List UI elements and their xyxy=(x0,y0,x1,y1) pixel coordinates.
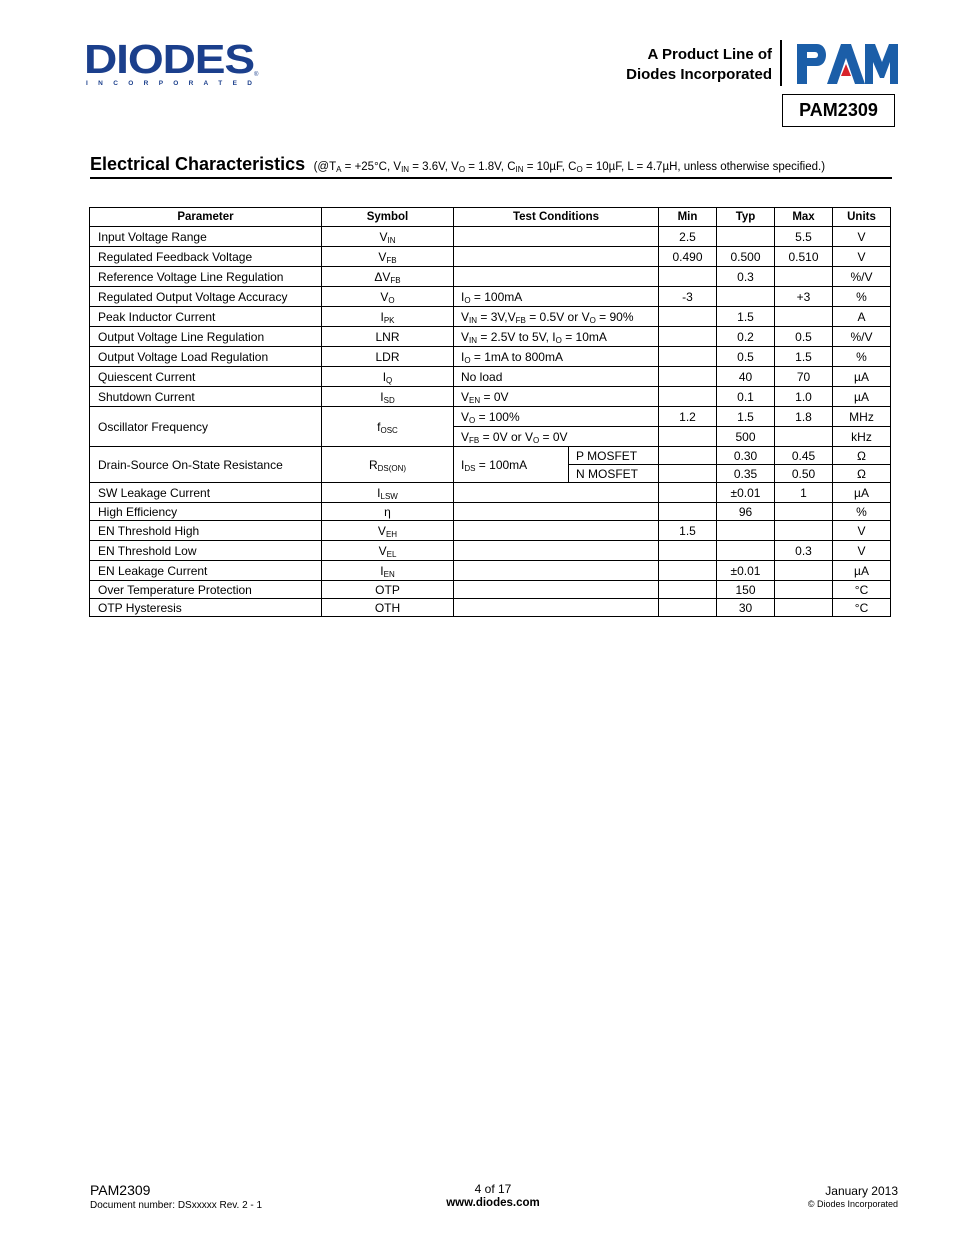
typ-cell: 150 xyxy=(717,581,775,599)
max-cell: +3 xyxy=(775,287,833,307)
parameter-cell: Reference Voltage Line Regulation xyxy=(90,267,322,287)
max-cell: 1.5 xyxy=(775,347,833,367)
parameter-cell: Oscillator Frequency xyxy=(90,407,322,447)
min-cell xyxy=(659,367,717,387)
table-row xyxy=(90,327,891,347)
condition-cell xyxy=(454,483,659,503)
table-row xyxy=(90,407,891,427)
parameter-cell: Shutdown Current xyxy=(90,387,322,407)
typ-cell xyxy=(717,287,775,307)
units-cell: °C xyxy=(833,581,891,599)
mosfet-cell: P MOSFET xyxy=(569,447,659,465)
parameter-cell: Regulated Output Voltage Accuracy xyxy=(90,287,322,307)
units-cell: MHz xyxy=(833,407,891,427)
condition-cell: No load xyxy=(454,367,659,387)
typ-cell: 0.1 xyxy=(717,387,775,407)
table-row xyxy=(90,267,891,287)
max-cell xyxy=(775,267,833,287)
condition-cell xyxy=(454,541,659,561)
min-cell xyxy=(659,541,717,561)
symbol-cell: $f_{OSC}$ xyxy=(322,407,454,447)
section-heading xyxy=(90,154,892,175)
condition-cell xyxy=(454,599,659,617)
max-cell xyxy=(775,307,833,327)
units-cell: %/V xyxy=(833,327,891,347)
max-cell: 1 xyxy=(775,483,833,503)
max-cell: 0.3 xyxy=(775,541,833,561)
parameter-cell: Input Voltage Range xyxy=(90,227,322,247)
footer-part-number: PAM2309 xyxy=(90,1182,151,1198)
symbol-cell: $I_Q$ xyxy=(322,367,454,387)
column-header: Test Conditions xyxy=(454,208,659,227)
parameter-cell: Output Voltage Load Regulation xyxy=(90,347,322,367)
typ-cell: 1.5 xyxy=(717,407,775,427)
pam-logo-text: PAM xyxy=(795,42,798,43)
typ-cell xyxy=(717,521,775,541)
max-cell: 1.0 xyxy=(775,387,833,407)
symbol-cell: $\Delta V_{FB}$ xyxy=(322,267,454,287)
min-cell xyxy=(659,465,717,483)
units-cell: µA xyxy=(833,561,891,581)
min-cell xyxy=(659,447,717,465)
symbol-cell: $I_{EN}$ xyxy=(322,561,454,581)
max-cell: 0.45 xyxy=(775,447,833,465)
min-cell: 2.5 xyxy=(659,227,717,247)
electrical-characteristics-table xyxy=(89,207,891,617)
parameter-cell: EN Leakage Current xyxy=(90,561,322,581)
table-row xyxy=(90,581,891,599)
max-cell: 0.50 xyxy=(775,465,833,483)
part-number-box: PAM2309 xyxy=(782,94,895,127)
table-row xyxy=(90,227,891,247)
max-cell: 5.5 xyxy=(775,227,833,247)
min-cell xyxy=(659,387,717,407)
title-rule xyxy=(90,177,892,179)
symbol-cell: $I_{SD}$ xyxy=(322,387,454,407)
min-cell xyxy=(659,347,717,367)
typ-cell: 500 xyxy=(717,427,775,447)
symbol-cell: η xyxy=(322,503,454,521)
parameter-cell: EN Threshold High xyxy=(90,521,322,541)
max-cell: 0.510 xyxy=(775,247,833,267)
max-cell xyxy=(775,599,833,617)
footer-doc-number: Document number: DSxxxxx Rev. 2 - 1 xyxy=(90,1200,263,1211)
symbol-cell: $V_{EL}$ xyxy=(322,541,454,561)
symbol-cell: $V_O$ xyxy=(322,287,454,307)
condition-cell: $I_O = 100mA$ xyxy=(454,287,659,307)
symbol-cell: OTH xyxy=(322,599,454,617)
parameter-cell: Output Voltage Line Regulation xyxy=(90,327,322,347)
max-cell xyxy=(775,427,833,447)
typ-cell: 96 xyxy=(717,503,775,521)
units-cell: A xyxy=(833,307,891,327)
mosfet-cell: N MOSFET xyxy=(569,465,659,483)
condition-cell xyxy=(454,561,659,581)
symbol-cell: LDR xyxy=(322,347,454,367)
svg-text:®: ® xyxy=(254,72,259,78)
symbol-cell: OTP xyxy=(322,581,454,599)
parameter-cell: Quiescent Current xyxy=(90,367,322,387)
parameter-cell: Regulated Feedback Voltage xyxy=(90,247,322,267)
column-header: Symbol xyxy=(322,208,454,227)
typ-cell: 0.500 xyxy=(717,247,775,267)
symbol-cell: $R_{DS(ON)}$ xyxy=(322,447,454,483)
min-cell xyxy=(659,599,717,617)
max-cell xyxy=(775,561,833,581)
table-row xyxy=(90,347,891,367)
footer-website-link[interactable]: www.diodes.com xyxy=(446,1197,540,1209)
units-cell: kHz xyxy=(833,427,891,447)
units-cell: % xyxy=(833,287,891,307)
typ-cell: 0.30 xyxy=(717,447,775,465)
symbol-cell: $V_{EH}$ xyxy=(322,521,454,541)
typ-cell: 0.3 xyxy=(717,267,775,287)
table-row xyxy=(90,387,891,407)
max-cell: 0.5 xyxy=(775,327,833,347)
parameter-cell: OTP Hysteresis xyxy=(90,599,322,617)
diodes-logo-subtext: I N C O R P O R A T E D xyxy=(86,80,252,87)
max-cell: 1.8 xyxy=(775,407,833,427)
header-divider xyxy=(780,40,782,86)
symbol-cell: LNR xyxy=(322,327,454,347)
max-cell xyxy=(775,503,833,521)
units-cell: Ω xyxy=(833,447,891,465)
table-row xyxy=(90,483,891,503)
table-row xyxy=(90,247,891,267)
product-line-2: Diodes Incorporated xyxy=(626,66,772,83)
condition-cell: $I_O = 1mA$ to 800mA xyxy=(454,347,659,367)
typ-cell: 40 xyxy=(717,367,775,387)
units-cell: V xyxy=(833,227,891,247)
section-title: Electrical Characteristics xyxy=(90,154,306,174)
min-cell xyxy=(659,581,717,599)
typ-cell: 30 xyxy=(717,599,775,617)
footer-page-number: 4 of 17 xyxy=(474,1182,512,1196)
condition-cell: $V_O = 100\%$ xyxy=(454,407,659,427)
typ-cell: ±0.01 xyxy=(717,483,775,503)
condition-cell: $V_{FB} = 0V$ or $V_O = 0V$ xyxy=(454,427,659,447)
column-header: Units xyxy=(833,208,891,227)
min-cell xyxy=(659,267,717,287)
min-cell: 1.2 xyxy=(659,407,717,427)
footer-date: January 2013 xyxy=(825,1184,898,1198)
parameter-cell: EN Threshold Low xyxy=(90,541,322,561)
max-cell xyxy=(775,581,833,599)
min-cell: 1.5 xyxy=(659,521,717,541)
units-cell: V xyxy=(833,521,891,541)
symbol-cell: $V_{IN}$ xyxy=(322,227,454,247)
condition-cell: $V_{IN} = 3V,V_{FB} = 0.5V$ or $V_O = 90\%$ xyxy=(454,307,659,327)
condition-cell xyxy=(454,267,659,287)
min-cell xyxy=(659,561,717,581)
units-cell: Ω xyxy=(833,465,891,483)
table-row xyxy=(90,307,891,327)
min-cell xyxy=(659,307,717,327)
typ-cell: 1.5 xyxy=(717,307,775,327)
min-cell xyxy=(659,427,717,447)
column-header: Min xyxy=(659,208,717,227)
condition-cell: $V_{EN} = 0V$ xyxy=(454,387,659,407)
typ-cell xyxy=(717,227,775,247)
typ-cell: 0.35 xyxy=(717,465,775,483)
max-cell xyxy=(775,521,833,541)
product-line-label xyxy=(626,45,772,85)
table-header-row xyxy=(90,208,891,227)
symbol-cell: $V_{FB}$ xyxy=(322,247,454,267)
table-row xyxy=(90,503,891,521)
typ-cell: ±0.01 xyxy=(717,561,775,581)
pam-logo xyxy=(795,42,899,86)
units-cell: µA xyxy=(833,367,891,387)
table-row xyxy=(90,367,891,387)
min-cell xyxy=(659,503,717,521)
table-row xyxy=(90,447,891,465)
table-row xyxy=(90,561,891,581)
column-header: Parameter xyxy=(90,208,322,227)
condition-cell xyxy=(454,247,659,267)
units-cell: µA xyxy=(833,387,891,407)
column-header: Typ xyxy=(717,208,775,227)
condition-cell xyxy=(454,521,659,541)
units-cell: % xyxy=(833,347,891,367)
condition-cell: $I_{DS} = 100mA$ xyxy=(454,447,569,483)
symbol-cell: $I_{LSW}$ xyxy=(322,483,454,503)
product-line-1: A Product Line of xyxy=(647,46,772,63)
min-cell xyxy=(659,483,717,503)
footer-copyright: © Diodes Incorporated xyxy=(807,1199,898,1209)
table-row xyxy=(90,599,891,617)
min-cell: -3 xyxy=(659,287,717,307)
units-cell: % xyxy=(833,503,891,521)
section-conditions: ($@T_A = +25^\circ C$, $V_{IN} = 3.6V$, $V_O = 1.8V$, $C_{IN} = 10\mu F$, $C_O = 10\mu F$, L = 4.7µH, unless otherwise specified.) xyxy=(313,161,826,174)
table-row xyxy=(90,287,891,307)
condition-cell xyxy=(454,227,659,247)
max-cell: 70 xyxy=(775,367,833,387)
parameter-cell: High Efficiency xyxy=(90,503,322,521)
symbol-cell: $I_{PK}$ xyxy=(322,307,454,327)
units-cell: V xyxy=(833,541,891,561)
typ-cell xyxy=(717,541,775,561)
min-cell: 0.490 xyxy=(659,247,717,267)
diodes-logo xyxy=(84,38,262,88)
units-cell: µA xyxy=(833,483,891,503)
units-cell: V xyxy=(833,247,891,267)
parameter-cell: Drain-Source On-State Resistance xyxy=(90,447,322,483)
units-cell: %/V xyxy=(833,267,891,287)
parameter-cell: Peak Inductor Current xyxy=(90,307,322,327)
diodes-logo-text: DIODES xyxy=(84,38,254,82)
condition-cell xyxy=(454,503,659,521)
column-header: Max xyxy=(775,208,833,227)
min-cell xyxy=(659,327,717,347)
table-row xyxy=(90,541,891,561)
typ-cell: 0.2 xyxy=(717,327,775,347)
condition-cell xyxy=(454,581,659,599)
table-row xyxy=(90,521,891,541)
units-cell: °C xyxy=(833,599,891,617)
parameter-cell: Over Temperature Protection xyxy=(90,581,322,599)
parameter-cell: SW Leakage Current xyxy=(90,483,322,503)
condition-cell: $V_{IN} = 2.5V$ to 5V, $I_O = 10mA$ xyxy=(454,327,659,347)
typ-cell: 0.5 xyxy=(717,347,775,367)
